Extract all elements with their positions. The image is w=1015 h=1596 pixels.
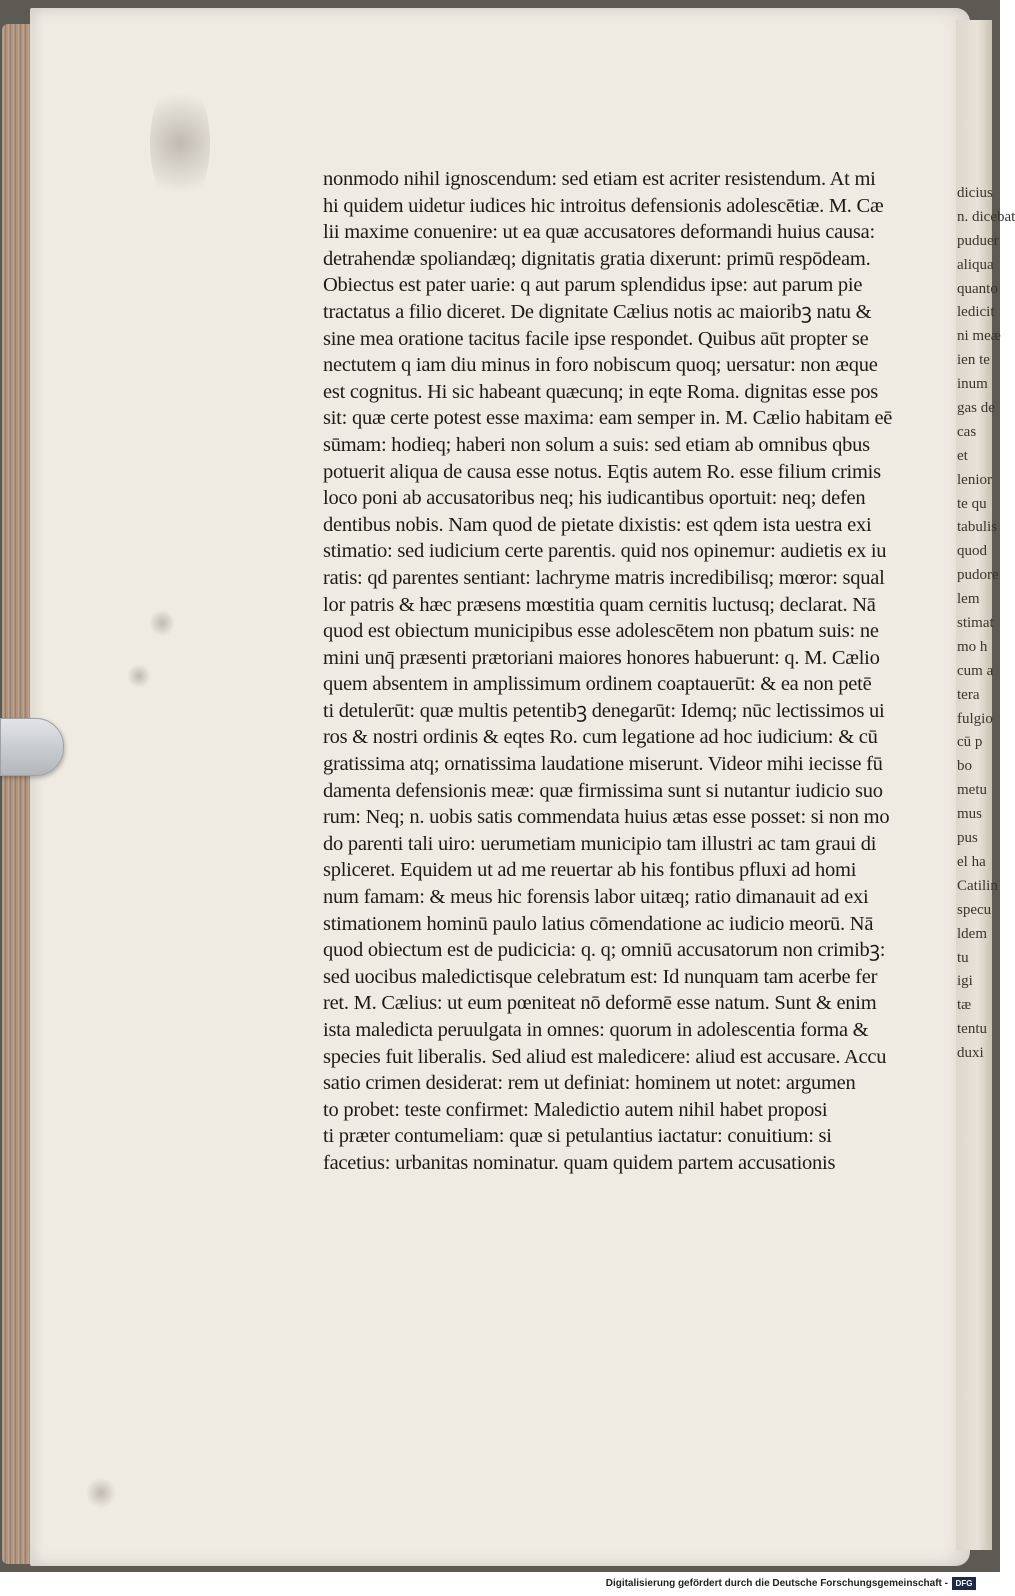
adjacent-text-fragment: tabulis [957,519,997,536]
ink-smudge [128,663,150,689]
page-clip [0,718,64,776]
text-line: damenta defensionis meæ: quæ firmissima sunt si nutantur iudicio suo [323,779,883,802]
adjacent-page-edge [956,20,1015,1550]
text-line: sūmam: hodieq; haberi non solum a suis: sed etiam ab omnibus qbus [323,433,870,456]
adjacent-text-fragment: tu [957,949,969,966]
text-line: Obiectus est pater uarie: q aut parum splendidus ipse: aut parum pie [323,274,863,297]
text-line: loco poni ab accusatoribus neq; his iudicantibus oportuit: neq; defen [323,487,866,510]
text-line: stimatio: sed iudicium certe parentis. quid nos opinemur: audietis ex iu [323,540,887,563]
adjacent-text-fragment: specu [957,901,992,918]
adjacent-text-fragment: fulgio [957,710,993,727]
text-line: sine mea oratione tacitus facile ipse respondet. Quibus aūt propter se [323,327,869,350]
text-line: species fuit liberalis. Sed aliud est maledicere: aliud est accusare. Accu [323,1045,887,1068]
text-line: rum: Neq; n. uobis satis commendata huius ætas esse posset: si non mo [323,806,890,829]
adjacent-page-text [956,20,1015,1066]
adjacent-text-fragment: ledicit [957,304,995,321]
text-line: stimationem hominū paulo latius cōmendatione ac iudicio meorū. Nā [323,912,874,935]
adjacent-text-fragment: duxi [957,1045,984,1062]
adjacent-text-fragment: lem [957,591,980,608]
text-line: nonmodo nihil ignoscendum: sed etiam est acriter resistendum. At mi [323,168,876,190]
text-line: detrahendæ spoliandæq; dignitatis gratia dixerunt: primū respōdeam. [323,247,871,270]
text-line: ista maledicta peruulgata in omnes: quorum in adolescentia forma & [323,1019,869,1041]
adjacent-text-fragment: mo h [957,638,988,655]
adjacent-text-fragment: gas de [957,400,995,417]
adjacent-text-fragment: dicius [957,185,993,201]
adjacent-text-fragment: cas [957,423,977,440]
adjacent-text-fragment: tera [957,686,980,703]
text-line: tractatus a filio diceret. De dignitate Cælius notis ac maioribꝫ natu & [323,300,872,323]
ink-smudge [150,608,174,638]
adjacent-text-fragment: Catilin [957,877,998,894]
text-block [323,166,948,1177]
text-line: ret. M. Cælius: ut eum pœniteat nō deformē esse natum. Sunt & enim [323,992,877,1015]
text-line: do parenti tali uiro: uerumetiam municipio tam illustri ac tam graui di [323,832,877,855]
adjacent-text-fragment: ien te [957,352,990,369]
text-line: quem absentem in amplissimum ordinem coaptauerūt: & ea non petē [323,673,872,696]
adjacent-text-fragment: ldem [957,925,987,942]
text-line: num famam: & meus hic forensis labor uitæq; ratio dimanauit ad exi [323,886,869,909]
text-line: sit: quæ certe potest esse maxima: eam semper in. M. Cælio habitam eē [323,407,893,430]
adjacent-text-fragment: te qu [957,495,987,512]
funding-credit: Digitalisierung gefördert durch die Deutsche Forschungsgemeinschaft - [605,1578,948,1589]
text-line: spliceret. Equidem ut ad me reuertar ab his fontibus pfluxi ad homi [323,859,857,882]
adjacent-text-fragment: lenior [957,471,992,488]
text-line: lor patris & hæc præsens mœstitia quam cernitis luctusq; declarat. Nā [323,593,876,616]
ink-smudge [150,78,210,208]
text-line: ros & nostri ordinis & eqtes Ro. cum legatione ad hoc iudicium: & cū [323,726,878,749]
adjacent-text-fragment: et [957,447,968,464]
text-line: mini unq̄ præsenti prætoriani maiores honores habuerunt: q. M. Cælio [323,646,880,669]
text-line: dentibus nobis. Nam quod de pietate dixistis: est qdem ista uestra exi [323,513,872,536]
adjacent-text-fragment: bo [957,758,972,775]
adjacent-text-fragment: pus [957,830,978,847]
text-line: hi quidem uidetur iudices hic introitus defensionis adolescētiæ. M. Cæ [323,194,884,217]
text-line: to probet: teste confirmet: Maledictio autem nihil habet proposi [323,1098,828,1121]
adjacent-text-fragment: puduer [957,232,999,249]
dfg-logo: DFG [952,1577,976,1590]
adjacent-text-fragment: inum [957,376,988,393]
adjacent-text-fragment: stimat [957,615,994,632]
adjacent-text-fragment: quod [957,543,987,560]
text-line: ti detulerūt: quæ multis petentibꝫ denegarūt: Idemq; nūc lectissimos ui [323,699,885,722]
ink-smudge [85,1478,117,1508]
adjacent-text-fragment: metu [957,782,987,799]
adjacent-text-fragment: pudore [957,567,999,584]
text-line: satio crimen desiderat: rem ut definiat: hominem ut notet: argumen [323,1072,856,1095]
adjacent-text-fragment: ni meæ [957,328,1001,345]
text-line: ti præter contumeliam: quæ si petulantius iactatur: conuitium: si [323,1125,832,1148]
adjacent-text-fragment: igi [957,973,973,990]
adjacent-text-fragment: cū p [957,734,983,751]
adjacent-text-fragment: el ha [957,853,986,870]
text-line: sed uocibus maledictisque celebratum est: Id nunquam tam acerbe fer [323,965,878,988]
text-line: est cognitus. Hi sic habeant quæcunq; in eqte Roma. dignitas esse pos [323,380,878,403]
text-line: potuerit aliqua de causa esse notus. Eqtis autem Ro. esse filium crimis [323,460,881,483]
text-line: quod est obiectum municipibus esse adolescētem non pbatum suis: ne [323,620,879,643]
text-line: ratis: qd parentes sentiant: lachryme matris incredibilisq; mœror: squal [323,566,885,589]
text-line: gratissima atq; ornatissima laudatione miserunt. Videor mihi iecisse fū [323,753,883,776]
adjacent-text-fragment: quanto [957,280,998,297]
adjacent-text-fragment: tæ [957,997,972,1014]
footer [0,1574,1000,1596]
text-line: nectutem q iam diu minus in foro nobiscum quoq; uersatur: non æque [323,354,878,377]
text-line: facetius: urbanitas nominatur. quam quidem partem accusationis [323,1151,836,1174]
book-page [30,8,970,1566]
adjacent-text-fragment: tentu [957,1021,987,1038]
adjacent-text-fragment: mus [957,806,983,823]
text-line: quod obiectum est de pudicicia: q. q; omniū accusatorum non crimibꝫ: [323,939,886,962]
adjacent-text-fragment: cum a [957,662,994,679]
adjacent-text-fragment: aliqua [957,256,994,273]
adjacent-text-fragment: n. dicebat [957,208,1015,225]
text-line: lii maxime conuenire: ut ea quæ accusatores deformandi huius causa: [323,221,875,244]
